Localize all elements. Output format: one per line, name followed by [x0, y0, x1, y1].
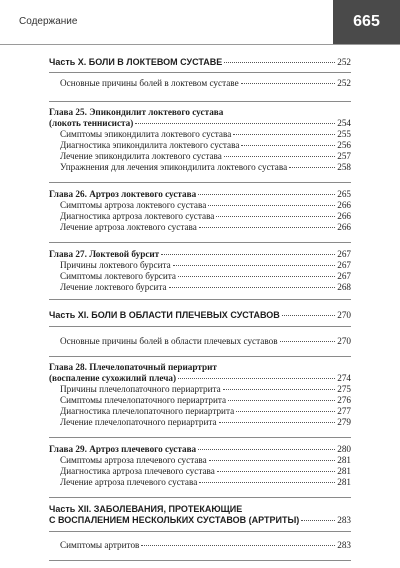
- toc-entry[interactable]: [49, 162, 351, 173]
- toc-entry-label: Основные причины болей в локтевом суставе: [60, 78, 239, 88]
- section-divider: [49, 242, 351, 243]
- toc-entry-label: Лечение плечелопаточного периартрита: [60, 417, 217, 427]
- dot-leader: [169, 287, 336, 288]
- toc-entry[interactable]: [49, 384, 351, 395]
- toc-entry-label: Основные причины болей в области плечевых суставов: [60, 336, 278, 346]
- toc-part-label: С ВОСПАЛЕНИЕМ НЕСКОЛЬКИХ СУСТАВОВ (АРТРИТЫ): [49, 515, 300, 525]
- page-number-badge: 665: [333, 0, 400, 44]
- page-header: [0, 0, 400, 44]
- dot-leader: [219, 422, 336, 423]
- toc-chapter-25-title[interactable]: Глава 25. Эпикондилит локтевого сустава: [49, 107, 224, 117]
- section-divider: [49, 326, 351, 327]
- toc-entry[interactable]: [49, 336, 351, 347]
- toc-page-number: 276: [337, 395, 351, 405]
- toc-chapter-28[interactable]: [49, 373, 351, 384]
- toc-chapter-25[interactable]: [49, 118, 351, 129]
- toc-page-number: 252: [337, 78, 351, 88]
- dot-leader: [199, 482, 335, 483]
- toc-entry[interactable]: [49, 406, 351, 417]
- section-divider: [49, 531, 351, 532]
- dot-leader: [198, 449, 335, 450]
- dot-leader: [141, 545, 335, 546]
- toc-page-number: 256: [337, 140, 351, 150]
- toc-page-number: 268: [337, 282, 351, 292]
- toc-entry[interactable]: [49, 211, 351, 222]
- toc-entry-label: Диагностика плечелопаточного периартрита: [60, 406, 235, 416]
- toc-page-number: 270: [337, 336, 351, 346]
- toc-entry-label: Симптомы артритов: [60, 540, 140, 550]
- toc-page-number: 267: [337, 271, 351, 281]
- header-rule: [0, 44, 400, 45]
- dot-leader: [208, 205, 335, 206]
- toc-entry[interactable]: [49, 395, 351, 406]
- toc-page-number: 275: [337, 384, 351, 394]
- toc-chapter-28-title[interactable]: Глава 28. Плечелопаточный периартрит: [49, 362, 217, 372]
- toc-page-number: 279: [337, 417, 351, 427]
- table-of-contents: [49, 57, 351, 561]
- toc-entry[interactable]: [49, 282, 351, 293]
- toc-entry-label: Упражнения для лечения эпикондилита локтевого сустава: [60, 162, 288, 172]
- toc-entry[interactable]: [49, 200, 351, 211]
- toc-page-number: 281: [337, 455, 351, 465]
- section-divider: [49, 299, 351, 300]
- toc-page-number: 270: [337, 310, 351, 320]
- toc-entry-label: Лечение эпикондилита локтевого сустава: [60, 151, 222, 161]
- dot-leader: [289, 167, 335, 168]
- toc-entry-label: Симптомы плечелопаточного периартрита: [60, 395, 227, 405]
- dot-leader: [135, 123, 335, 124]
- toc-page-number: 283: [337, 540, 351, 550]
- dot-leader: [199, 227, 335, 228]
- toc-entry-label: Симптомы эпикондилита локтевого сустава: [60, 129, 232, 139]
- dot-leader: [241, 83, 336, 84]
- dot-leader: [228, 400, 335, 401]
- toc-entry[interactable]: [49, 260, 351, 271]
- toc-entry[interactable]: [49, 540, 351, 551]
- toc-chapter-26[interactable]: [49, 189, 351, 200]
- dot-leader: [282, 315, 335, 316]
- toc-page-number: 266: [337, 200, 351, 210]
- dot-leader: [236, 411, 335, 412]
- toc-chapter-label: (воспаление сухожилий плеча): [49, 373, 177, 383]
- dot-leader: [224, 62, 335, 63]
- toc-page-number: 266: [337, 222, 351, 232]
- toc-entry-label: Лечение локтевого бурсита: [60, 282, 167, 292]
- toc-chapter-label: Глава 29. Артроз плечевого сустава: [49, 444, 197, 454]
- toc-entry-label: Симптомы артроза плечевого сустава: [60, 455, 207, 465]
- toc-part-10[interactable]: [49, 57, 351, 68]
- section-divider: [49, 560, 351, 561]
- toc-part-label: Часть XI. БОЛИ В ОБЛАСТИ ПЛЕЧЕВЫХ СУСТАВОВ: [49, 310, 280, 320]
- toc-chapter-27[interactable]: [49, 249, 351, 260]
- toc-entry-label: Диагностика артроза плечевого сустава: [60, 466, 215, 476]
- toc-page-number: 258: [337, 162, 351, 172]
- dot-leader: [301, 520, 335, 521]
- dot-leader: [161, 254, 335, 255]
- running-title: Содержание: [19, 16, 78, 27]
- toc-page-number: 267: [337, 249, 351, 259]
- toc-part-11[interactable]: [49, 310, 351, 321]
- toc-page-number: 280: [337, 444, 351, 454]
- toc-page-number: 281: [337, 477, 351, 487]
- dot-leader: [178, 276, 335, 277]
- toc-entry[interactable]: [49, 466, 351, 477]
- toc-entry[interactable]: [49, 129, 351, 140]
- toc-chapter-29[interactable]: [49, 444, 351, 455]
- section-divider: [49, 437, 351, 438]
- toc-entry[interactable]: [49, 271, 351, 282]
- toc-part-12-title[interactable]: Часть XII. ЗАБОЛЕВАНИЯ, ПРОТЕКАЮЩИЕ: [49, 504, 243, 514]
- dot-leader: [233, 134, 335, 135]
- toc-entry[interactable]: [49, 140, 351, 151]
- dot-leader: [223, 389, 335, 390]
- section-divider: [49, 356, 351, 357]
- dot-leader: [209, 460, 336, 461]
- toc-page-number: 266: [337, 211, 351, 221]
- toc-entry-label: Лечение артроза плечевого сустава: [60, 477, 198, 487]
- dot-leader: [280, 341, 336, 342]
- toc-chapter-label: Глава 27. Локтевой бурсит: [49, 249, 160, 259]
- toc-part-12[interactable]: [49, 515, 351, 526]
- toc-entry[interactable]: [49, 151, 351, 162]
- toc-entry[interactable]: [49, 222, 351, 233]
- toc-entry[interactable]: [49, 417, 351, 428]
- dot-leader: [178, 378, 335, 379]
- dot-leader: [216, 216, 335, 217]
- toc-page-number: 274: [337, 373, 351, 383]
- toc-entry-label: Причины локтевого бурсита: [60, 260, 171, 270]
- toc-entry[interactable]: [49, 455, 351, 466]
- toc-entry-label: Лечение артроза локтевого сустава: [60, 222, 197, 232]
- toc-page-number: 252: [337, 57, 351, 67]
- toc-chapter-label: (локоть теннисиста): [49, 118, 134, 128]
- section-divider: [49, 72, 351, 73]
- toc-page-number: 281: [337, 466, 351, 476]
- dot-leader: [198, 194, 335, 195]
- toc-entry[interactable]: [49, 477, 351, 488]
- toc-page-number: 255: [337, 129, 351, 139]
- toc-part-label: Часть X. БОЛИ В ЛОКТЕВОМ СУСТАВЕ: [49, 57, 223, 67]
- dot-leader: [173, 265, 336, 266]
- toc-entry-label: Диагностика артроза локтевого сустава: [60, 211, 215, 221]
- toc-entry-label: Симптомы артроза локтевого сустава: [60, 200, 207, 210]
- section-divider: [49, 182, 351, 183]
- toc-page-number: 254: [337, 118, 351, 128]
- toc-page-number: 267: [337, 260, 351, 270]
- toc-entry-label: Диагностика эпикондилита локтевого сустава: [60, 140, 240, 150]
- toc-page-number: 283: [337, 515, 351, 525]
- toc-entry[interactable]: [49, 78, 351, 89]
- toc-chapter-label: Глава 26. Артроз локтевого сустава: [49, 189, 197, 199]
- section-divider: [49, 101, 351, 102]
- dot-leader: [217, 471, 335, 472]
- section-divider: [49, 497, 351, 498]
- toc-page-number: 277: [337, 406, 351, 416]
- dot-leader: [224, 156, 335, 157]
- toc-entry-label: Причины плечелопаточного периартрита: [60, 384, 221, 394]
- toc-page-number: 257: [337, 151, 351, 161]
- toc-page-number: 265: [337, 189, 351, 199]
- toc-entry-label: Симптомы локтевого бурсита: [60, 271, 176, 281]
- dot-leader: [241, 145, 335, 146]
